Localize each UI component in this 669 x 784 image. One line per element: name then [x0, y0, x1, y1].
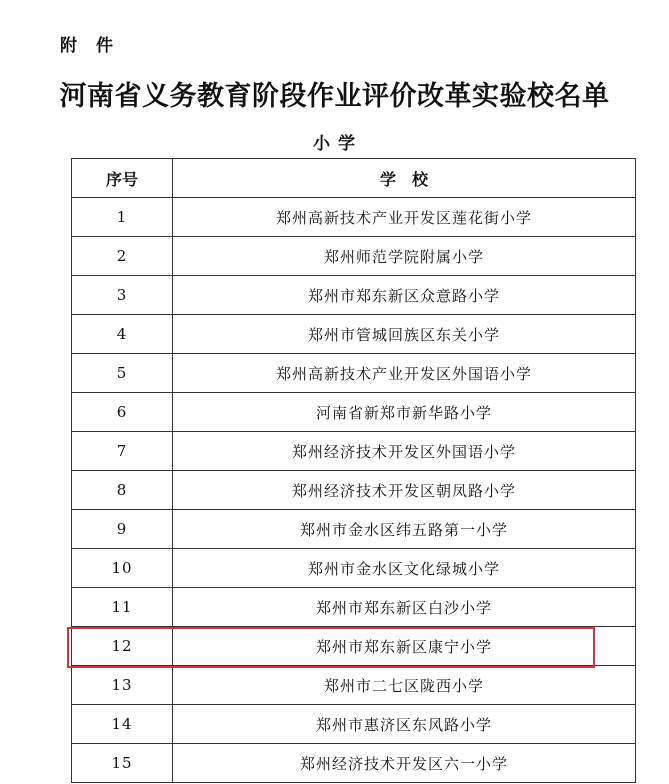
row-number: 1 [72, 198, 173, 237]
row-number: 5 [72, 354, 173, 393]
row-number: 10 [72, 549, 173, 588]
row-school: 河南省新郑市新华路小学 [173, 393, 636, 432]
row-school: 郑州市金水区纬五路第一小学 [173, 510, 636, 549]
table-row [72, 432, 636, 471]
row-number: 7 [72, 432, 173, 471]
row-school: 郑州师范学院附属小学 [173, 237, 636, 276]
row-school: 郑州经济技术开发区朝凤路小学 [173, 471, 636, 510]
school-list-table [71, 158, 636, 783]
row-number: 11 [72, 588, 173, 627]
row-number: 2 [72, 237, 173, 276]
table-row [72, 471, 636, 510]
table-row [72, 666, 636, 705]
document-title: 河南省义务教育阶段作业评价改革实验校名单 [59, 81, 610, 112]
row-number: 14 [72, 705, 173, 744]
row-number: 12 [72, 627, 173, 666]
row-school: 郑州高新技术产业开发区外国语小学 [173, 354, 636, 393]
row-number: 15 [72, 744, 173, 783]
header-number: 序号 [72, 159, 173, 198]
table-row [72, 315, 636, 354]
row-school: 郑州市郑东新区白沙小学 [173, 588, 636, 627]
row-school: 郑州经济技术开发区外国语小学 [173, 432, 636, 471]
row-school: 郑州市惠济区东风路小学 [173, 705, 636, 744]
table-row [72, 510, 636, 549]
table-row [72, 549, 636, 588]
section-title: 小 学 [313, 134, 356, 154]
row-number: 8 [72, 471, 173, 510]
table-row [72, 237, 636, 276]
row-number: 3 [72, 276, 173, 315]
row-school: 郑州市金水区文化绿城小学 [173, 549, 636, 588]
row-number: 9 [72, 510, 173, 549]
row-number: 4 [72, 315, 173, 354]
table-row [72, 354, 636, 393]
table-header-row [72, 159, 636, 198]
table-row [72, 198, 636, 237]
table-row [72, 744, 636, 783]
row-number: 6 [72, 393, 173, 432]
header-school: 学 校 [173, 159, 636, 198]
attachment-label: 附 件 [60, 36, 114, 56]
table-row [72, 588, 636, 627]
row-school: 郑州经济技术开发区六一小学 [173, 744, 636, 783]
table-row [72, 276, 636, 315]
row-school: 郑州市郑东新区众意路小学 [173, 276, 636, 315]
row-school: 郑州高新技术产业开发区莲花街小学 [173, 198, 636, 237]
table-row-highlighted [72, 627, 636, 666]
row-school: 郑州市管城回族区东关小学 [173, 315, 636, 354]
row-school: 郑州市二七区陇西小学 [173, 666, 636, 705]
row-number: 13 [72, 666, 173, 705]
table-row [72, 705, 636, 744]
table-row [72, 393, 636, 432]
row-school: 郑州市郑东新区康宁小学 [173, 627, 636, 666]
